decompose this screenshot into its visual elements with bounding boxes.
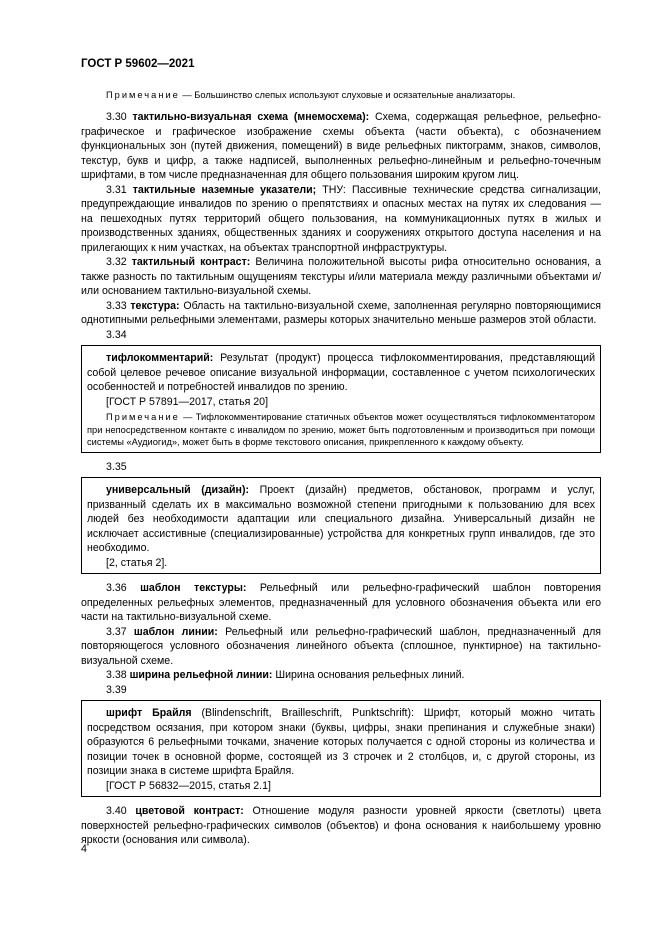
term-3-35-box [81, 477, 601, 574]
term-title: ширина рельефной линии: [129, 669, 273, 681]
term-3-37 [81, 625, 601, 669]
term-3-34 [87, 351, 595, 395]
note-label: Примечание [106, 90, 180, 100]
term-number: 3.38 [106, 669, 127, 681]
note-text: — Тифлокомментирование статичных объектов может осуществляться тифлокомментатором при непосредственном контакте с инвалидом по зрению, может быть подготовленным и производиться при помощи системы «Аудиогид», может быть в форме текстового описания, прикрепленного к каждому объекту. [87, 412, 595, 447]
term-title: универсальный (дизайн): [106, 484, 250, 496]
term-source: [ГОСТ Р 56832—2015, статья 2.1] [106, 779, 271, 792]
term-title: тактильные наземные указатели; [132, 183, 317, 196]
document-header: ГОСТ Р 59602—2021 [81, 58, 195, 70]
term-definition: Проект (дизайн) предметов, обстановок, программ и услуг, призванный сделать их в максимально возможной степени пригодными к пользованию для всех людей без необходимости адаптации или специального дизайна. Универсальный дизайн не исключает ассистивные (специализированные) устройства для конкретных групп инвалидов, где это необходимо. [87, 484, 595, 554]
term-3-39-box [81, 700, 601, 797]
term-3-32 [81, 255, 601, 299]
term-title: тактильно-визуальная схема (мнемосхема): [132, 111, 370, 123]
term-number: 3.33 [106, 299, 127, 312]
term-title: цветовой контраст: [135, 805, 244, 817]
note-label: Примечание [106, 412, 180, 422]
term-number: 3.37 [106, 625, 127, 638]
term-3-39 [87, 706, 595, 779]
term-3-36 [81, 581, 601, 625]
term-source: [ГОСТ Р 57891—2017, статья 20] [106, 395, 269, 408]
term-title: тифлокомментарий: [106, 352, 214, 364]
term-3-34-number: 3.34 [106, 328, 127, 341]
term-definition: (Blindenschrift, Brailleschrift, Punktschrift): Шрифт, который можно читать посредством осязания, при котором знаки (буквы, цифры, знаки препинания и служебные знаки) образуются 6 рельефными точками, значение которых получается с одной стороны из количества и позиции точек в основной форме, состоящей из 3 строчек и 2 столбцов, и, с другой стороны, из позиции знака в системе шрифта Брайля. [87, 707, 595, 777]
term-3-34-note [87, 411, 595, 449]
term-definition: ТНУ: Пассивные технические средства сигнализации, предупреждающие инвалидов по зрению о препятствиях и опасных местах на путях их следования — на пешеходных путях территорий общего пользования, на коммуникационных путях в жилых и производственных зданиях, общественных зданиях и сооружениях открытого доступа населения и на прилегающих к ним участках, на объектах транспортной инфраструктуры. [81, 183, 601, 254]
term-3-33 [81, 299, 601, 328]
term-definition: Рельефный или рельефно-графический шаблон, предназначенный для повторяющегося условного обозначения линейного объекта (сплошное, пунктирное) на тактильно-визуальной схеме. [81, 625, 601, 667]
term-3-34-box [81, 345, 601, 453]
term-definition: Отношение модуля разности уровней яркости (светлоты) цвета поверхностей рельефно-графических символов (объектов) и фона основания к наибольшему уровню яркости (основания или символа). [81, 805, 601, 846]
term-title: текстура: [130, 299, 180, 312]
term-3-38 [81, 668, 601, 683]
term-number: 3.40 [106, 805, 127, 817]
term-3-31 [81, 183, 601, 256]
term-definition: Рельефный или рельефно-графический шаблон повторения определенных рельефных элементов, предназначенный для условного обозначения объекта или его части на тактильно-визуальной схеме. [81, 582, 601, 623]
term-number: 3.32 [106, 256, 127, 268]
term-3-39-number: 3.39 [106, 683, 127, 696]
note-text: — Большинство слепых используют слуховые и осязательные анализаторы. [179, 90, 516, 100]
page-number: 4 [81, 843, 87, 855]
term-definition: Результат (продукт) процесса тифлокомментирования, представляющий собой целевое речевое описание визуальной информации, составленное с учетом психологических особенностей и потребностей инвалидов по зрению. [87, 352, 595, 393]
document-body [81, 89, 601, 848]
term-3-35-number: 3.35 [106, 460, 127, 473]
term-number: 3.36 [106, 582, 127, 594]
term-title: шрифт Брайля [106, 707, 192, 719]
term-definition: Ширина основания рельефных линий. [272, 669, 465, 681]
term-definition: Схема, содержащая рельефное, рельефно-графическое и графическое изображение схемы объекта (части объекта), с обозначением функциональных зон (путей движения, помещений) в виде рельефных пиктограмм, знаков, символов, текстур, букв и цифр, а также надписей, выполненных рельефно-линейным и рельефно-точечным шрифтами, в том числе предназначенная для общего пользования широким кругом лиц. [81, 111, 601, 181]
term-definition: Величина положительной высоты рифа относительно основания, а также разность по тактильным ощущениям текстуры и/или материала между различными объектами и/или основанием тактильно-визуальной схемы. [81, 256, 601, 297]
term-number: 3.31 [106, 183, 127, 196]
term-definition: Область на тактильно-визуальной схеме, заполненная регулярно повторяющимися однотипными рельефными элементами, размеры которых значительно меньше размеров этой области. [81, 299, 601, 326]
term-3-40 [81, 804, 601, 848]
term-title: шаблон текстуры: [140, 582, 247, 594]
term-3-35 [87, 483, 595, 556]
term-title: тактильный контраст: [131, 256, 251, 268]
note-top [81, 89, 601, 102]
term-source: [2, статья 2]. [106, 556, 168, 569]
term-number: 3.30 [106, 111, 127, 123]
term-3-30 [81, 110, 601, 183]
term-title: шаблон линии: [133, 625, 218, 638]
